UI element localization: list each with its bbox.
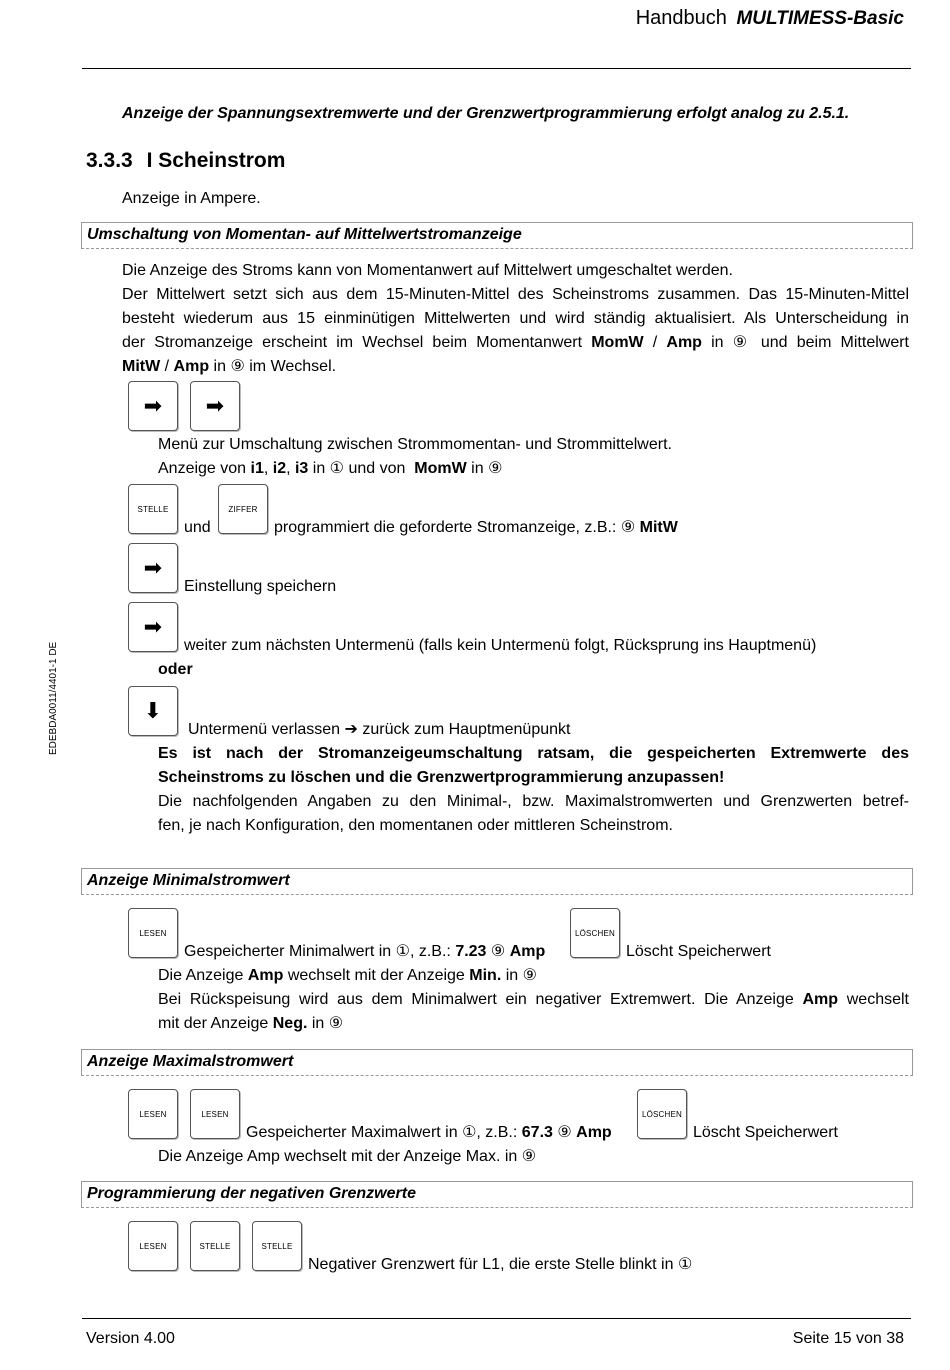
para1-line5 [122, 355, 909, 379]
page-header [0, 6, 904, 31]
menu-text-line1: Menü zur Umschaltung zwischen Strommomentan- und Strommittelwert. [158, 436, 672, 453]
arrow-right-icon: ➡ [205, 393, 225, 418]
max-text [246, 1123, 612, 1143]
min-l2-amp: Amp [247, 967, 284, 984]
paragraph-umschaltung [122, 259, 909, 379]
program-mitw: MitW [639, 519, 678, 536]
warning-paragraph [158, 742, 909, 838]
max-clear-text: Löscht Speicherwert [693, 1124, 838, 1141]
warning-line4: fen, je nach Konfiguration, den momentanen oder mittleren Scheinstrom. [158, 817, 673, 834]
para1-l4c: / [643, 334, 667, 351]
und-text: und [184, 519, 211, 536]
warning-line2: Scheinstroms zu löschen und die Grenzwertprogrammierung anzupassen! [158, 769, 725, 786]
box-umschaltung: Umschaltung von Momentan- auf Mittelwertstromanzeige [81, 222, 913, 249]
warning-line3: Die nachfolgenden Angaben zu den Minimal-, bzw. Maximalstromwerten und Grenzwerten betref- [158, 793, 909, 810]
footer-version: Version 4.00 [86, 1330, 175, 1347]
footer-page-number: Seite 15 von 38 [792, 1330, 904, 1347]
menu-i3: i3 [294, 460, 309, 477]
section-number: 3.3.3 [86, 149, 133, 172]
min-l3-amp: Amp [802, 991, 839, 1008]
min-l4c: in ⑨ [307, 1015, 344, 1032]
lesen-key[interactable]: LESEN [128, 1221, 178, 1271]
loeschen-key[interactable]: LÖSCHEN [637, 1089, 687, 1139]
program-text-main: programmiert die geforderte Stromanzeige, z.B.: ⑨ [274, 519, 640, 536]
next-text: weiter zum nächsten Untermenü (falls kein Untermenü folgt, Rücksprung ins Hauptmenü) [184, 637, 817, 654]
min-line4 [158, 1014, 343, 1034]
ziffer-key[interactable]: ZIFFER [218, 484, 268, 534]
save-text: Einstellung speichern [184, 578, 337, 595]
arrow-right-key[interactable] [128, 543, 178, 593]
section-heading [86, 148, 285, 174]
min-line3 [158, 988, 909, 1012]
para1-l4e: in ⑨ und beim Mittelwert [701, 334, 909, 351]
neg-text: Negativer Grenzwert für L1, die erste Stelle blinkt in ① [308, 1256, 693, 1273]
intro-note: Anzeige der Spannungsextremwerte und der Grenzwertprogrammierung erfolgt analog zu 2.5.1. [122, 105, 850, 122]
section-title: I Scheinstrom [146, 149, 286, 172]
menu-text-line2 [158, 459, 502, 479]
exit-text: Untermenü verlassen ➔ zurück zum Hauptmenüpunkt [188, 721, 571, 738]
min-l2e: in ⑨ [501, 967, 537, 984]
min-l2c: wechselt mit der Anzeige [283, 967, 470, 984]
oder-text: oder [158, 661, 193, 678]
min-line2 [158, 966, 537, 986]
arrow-right-icon: ➡ [143, 555, 163, 580]
menu-l2c: , [263, 460, 273, 477]
para1-amp2: Amp [173, 358, 210, 375]
header-rule [82, 68, 911, 69]
arrow-right-icon: ➡ [143, 393, 163, 418]
stelle-key[interactable]: STELLE [128, 484, 178, 534]
arrow-right-key[interactable] [190, 381, 240, 431]
arrow-right-key[interactable] [128, 602, 178, 652]
min-text-a: Gespeicherter Minimalwert in ①, z.B.: [184, 943, 456, 960]
arrow-right-icon: ➡ [143, 614, 163, 639]
min-l3c: wechselt [838, 991, 909, 1008]
lesen-key[interactable]: LESEN [128, 908, 178, 958]
menu-l2e: , [286, 460, 295, 477]
max-line2: Die Anzeige Amp wechselt mit der Anzeige Max. in ⑨ [158, 1148, 537, 1165]
para1-mitw: MitW [122, 358, 161, 375]
min-l4-neg: Neg. [272, 1015, 308, 1032]
min-unit: Amp [509, 943, 546, 960]
program-text [274, 518, 678, 538]
box-maximal: Anzeige Maximalstromwert [81, 1049, 913, 1076]
para1-l5b: / [160, 358, 174, 375]
para1-amp: Amp [666, 334, 702, 351]
para1-line1: Die Anzeige des Stroms kann von Momentanwert auf Mittelwert umgeschaltet werden. [122, 262, 733, 279]
min-clear-text: Löscht Speicherwert [626, 943, 771, 960]
min-text-c: ⑨ [486, 943, 510, 960]
max-unit: Amp [576, 1124, 612, 1141]
min-l2a: Die Anzeige [158, 967, 248, 984]
lesen-key[interactable]: LESEN [190, 1089, 240, 1139]
footer-rule [82, 1318, 911, 1319]
menu-l2g: in ① und von [308, 460, 415, 477]
menu-l2i: in ⑨ [466, 460, 503, 477]
min-l4a: mit der Anzeige [158, 1015, 273, 1032]
min-l2-min: Min. [469, 967, 502, 984]
header-brand: MULTIMESS-Basic [736, 8, 904, 29]
para1-line3: besteht wiederum aus 15 einminütigen Mittelwerten und wird ständig aktualisiert. Als Unterscheidung in [122, 310, 909, 327]
para1-momw: MomW [591, 334, 644, 351]
para1-line2: Der Mittelwert setzt sich aus dem 15-Minuten-Mittel des Scheinstroms zusammen. Das 15-Minuten-Mittel [122, 286, 909, 303]
box-negative-limits: Programmierung der negativen Grenzwerte [81, 1181, 913, 1208]
max-text-a: Gespeicherter Maximalwert in ①, z.B.: [246, 1124, 522, 1141]
menu-i1: i1 [250, 460, 264, 477]
para1-l5d: in ⑨ im Wechsel. [209, 358, 337, 375]
arrow-right-key[interactable] [128, 381, 178, 431]
arrow-down-icon: ⬇ [143, 698, 163, 723]
stelle-key[interactable]: STELLE [190, 1221, 240, 1271]
para1-l4a: der Stromanzeige erscheint im Wechsel beim Momentanwert [122, 334, 592, 351]
para1-line4 [122, 331, 909, 355]
arrow-down-key[interactable] [128, 686, 178, 736]
menu-momw: MomW [414, 460, 467, 477]
box-minimal: Anzeige Minimalstromwert [81, 868, 913, 895]
min-l3a: Bei Rückspeisung wird aus dem Minimalwert ein negativer Extremwert. Die Anzeige [158, 991, 803, 1008]
warning-line1: Es ist nach der Stromanzeigeumschaltung ratsam, die gespeicherten Extremwerte des [158, 745, 909, 762]
header-title: Handbuch [635, 7, 727, 29]
stelle-key[interactable]: STELLE [252, 1221, 302, 1271]
section-unit-text: Anzeige in Ampere. [122, 190, 261, 207]
min-value: 7.23 [455, 943, 487, 960]
menu-l2a: Anzeige von [158, 460, 251, 477]
document-code: EDEBDA0011/4401-1 DE [48, 641, 59, 755]
menu-i2: i2 [272, 460, 287, 477]
loeschen-key[interactable]: LÖSCHEN [570, 908, 620, 958]
min-text [184, 942, 545, 962]
max-text-c: ⑨ [552, 1124, 577, 1141]
max-value: 67.3 [521, 1124, 553, 1141]
lesen-key[interactable]: LESEN [128, 1089, 178, 1139]
